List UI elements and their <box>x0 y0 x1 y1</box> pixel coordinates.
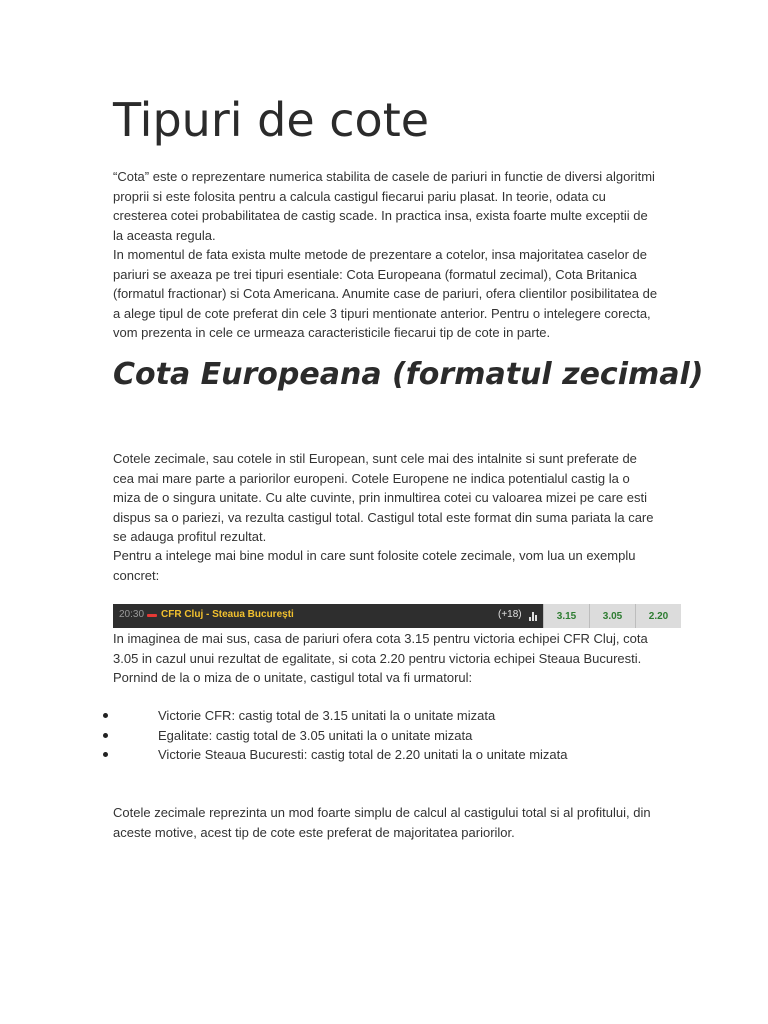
intro-paragraph: “Cota” este o reprezentare numerica stabilita de casele de pariuri in functie de diversi algoritmi proprii si este folosita pentru a calcula castigul fiecarui pariu plasat. In teorie, odata cu cresterea cotei probabilitatea de castig scade. In practica insa, exista foarte multe exceptii de la aceasta regula. <box>113 169 655 243</box>
list-item-text: Victorie CFR: castig total de 3.15 unitati la o unitate mizata <box>158 708 496 723</box>
section-paragraph: Pentru a intelege mai bine modul in care sunt folosite cotele zecimale, vom lua un exemplu concret: <box>113 548 636 583</box>
odd-away-button[interactable]: 2.20 <box>635 604 681 628</box>
more-markets-count[interactable]: (+18) <box>498 609 522 620</box>
list-item <box>100 726 660 746</box>
list-item-text: Victorie Steaua Bucuresti: castig total de 2.20 unitati la o unitate mizata <box>158 747 568 762</box>
explanation-paragraph: In imaginea de mai sus, casa de pariuri ofera cota 3.15 pentru victoria echipei CFR Cluj, cota 3.05 in cazul unui rezultat de egalitate, si cota 2.20 pentru victoria echipei Steaua Bucuresti. Pornind de la o miza de o unitate, castigul total va fi urmatorul: <box>113 631 648 685</box>
odd-draw-button[interactable]: 3.05 <box>589 604 635 628</box>
match-teams[interactable]: CFR Cluj - Steaua București <box>161 609 294 620</box>
section-paragraph: Cotele zecimale, sau cotele in stil European, sunt cele mai des intalnite si sunt preferate de cea mai mare parte a pariorilor europeni. Cotele Europene ne indica potentialul castig la o miza de o singura unitate. Cu alte cuvinte, prin inmultirea cotei cu valoarea mizei pe care esti dispus sa o pariezi, va rezulta castigul total. Castigul total este format din suma pariata la care se adauga profitul rezultat. <box>113 451 654 544</box>
bullet-icon <box>103 713 108 718</box>
match-time: 20:30 <box>119 609 145 620</box>
page-title: Tipuri de cote <box>113 93 430 147</box>
list-item <box>100 745 660 765</box>
bullet-icon <box>103 752 108 757</box>
bullet-icon <box>103 733 108 738</box>
intro-paragraph: In momentul de fata exista multe metode de prezentare a cotelor, insa majoritatea caselor de pariuri se axeaza pe trei tipuri esentiale: Cota Europeana (formatul zecimal), Cota Britanica (formatul fractionar) si Cota Americana. Anumite case de pariuri, ofera clientilor posibilitatea de a alege tipul de cote preferat din cele 3 tipuri mentionate anterior. Pentru o intelegere corecta, vom prezenta in cele ce urmeaza caracteristicile fiecarui tip de cote in parte. <box>113 247 658 340</box>
conclusion-paragraph: Cotele zecimale reprezinta un mod foarte simplu de calcul al castigului total si al profitului, din aceste motive, acest tip de cote este preferat de majoritatea pariorilor. <box>113 805 651 840</box>
odd-home-button[interactable]: 3.15 <box>543 604 589 628</box>
winnings-list <box>100 706 660 765</box>
section-heading: Cota Europeana (formatul zecimal) <box>113 357 704 392</box>
list-item <box>100 706 660 726</box>
match-odds-bar <box>113 604 680 628</box>
live-flag-icon <box>147 614 157 617</box>
list-item-text: Egalitate: castig total de 3.05 unitati la o unitate mizata <box>158 727 473 743</box>
stats-icon[interactable] <box>529 612 538 621</box>
